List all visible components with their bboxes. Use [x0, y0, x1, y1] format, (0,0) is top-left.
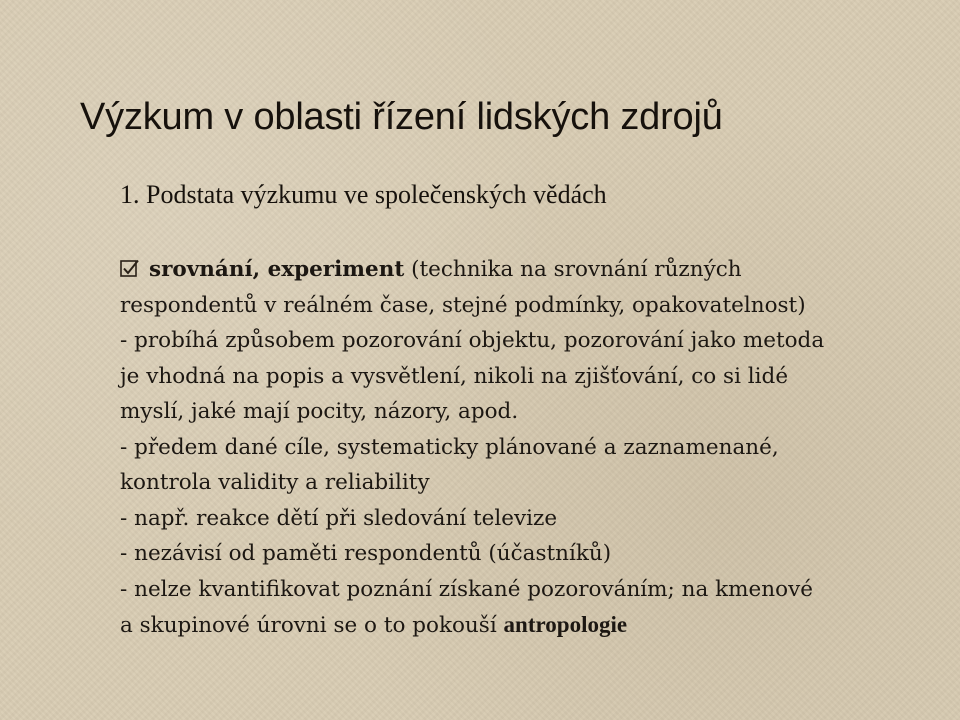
slide-body — [120, 252, 940, 644]
text-line-5: myslí, jaké mají pocity, názory, apod. — [120, 399, 519, 424]
emphasis-anthropology: antropologie — [503, 612, 628, 637]
text-line-2: respondentů v reálném čase, stejné podmínky, opakovatelnost) — [120, 292, 806, 318]
slide-subtitle: 1. Podstata výzkumu ve společenských vědách — [120, 180, 607, 209]
bullet-text: (technika na srovnání různých — [404, 257, 742, 282]
text-line-11-start: a skupinové úrovni se o to pokouší — [120, 613, 504, 638]
text-line-8: - např. reakce dětí při sledování televize — [120, 505, 558, 531]
text-line-6: - předem dané cíle, systematicky plánované a zaznamenané, — [120, 434, 779, 460]
text-line-4: je vhodná na popis a vysvětlení, nikoli na zjišťování, co si lidé — [120, 363, 789, 389]
text-line-11 — [120, 607, 940, 644]
text-line-7: kontrola validity a reliability — [120, 470, 430, 495]
checkbox-checked-icon — [120, 259, 139, 278]
text-line-3: - probíhá způsobem pozorování objektu, pozorování jako metoda — [120, 328, 825, 353]
bullet-line-1 — [120, 252, 940, 288]
text-line-9: - nezávisí od paměti respondentů (účastníků) — [120, 541, 612, 566]
slide-title: Výzkum v oblasti řízení lidských zdrojů — [80, 96, 723, 138]
bullet-term: srovnání, experiment — [149, 257, 405, 282]
text-line-10: - nelze kvantifikovat poznání získané pozorováním; na kmenové — [120, 576, 813, 602]
